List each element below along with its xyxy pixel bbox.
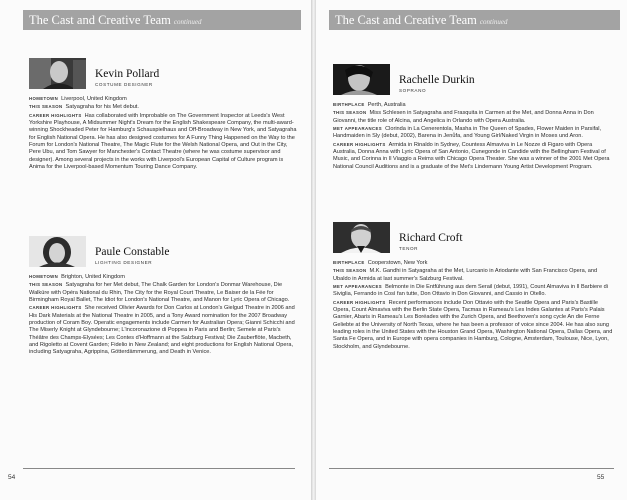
field-text: Satyagraha for her Met debut, The Chalk Garden for London's Donmar Warehouse, Die Walküre with Opéra National du Rhin, The City for the Royal Court Theatre, Le Baiser de la Fée for Birmingham Royal Ballet, The Idiot for London's National Theatre, and Manon for Lyric Opera of Chicago. [29,282,290,304]
bio-field [333,101,615,109]
headshot-richard-croft [333,222,390,253]
headshot-rachelle-durkin [333,64,390,95]
field-label: THIS SEASON [29,282,63,288]
bio-field [333,299,615,351]
bio-field [333,141,615,171]
bio-text [333,259,615,351]
banner-continued: continued [173,18,202,26]
bio-field [29,103,299,111]
bio-text [29,95,299,171]
field-text: M.K. Gandhi in Satyagraha at the Met, Lurcanio in Ariodante with San Francisco Opera, and Ubaldo in Armida at last summer's Salzburg Festival. [333,268,598,282]
page-banner [329,10,620,30]
bio-field [29,112,299,172]
field-text: Miss Schlesen in Satyagraha and Frasquita in Carmen at the Met, and Donna Anna in Don Giovanni, the title role of Alcina, and Angelica in Orlando with Opera Australia. [333,110,594,124]
banner-continued: continued [479,18,508,26]
field-label: HOMETOWN [29,274,59,279]
footer-rule [23,468,295,469]
name-block [95,246,169,265]
page-banner [23,10,301,30]
field-label: CAREER HIGHLIGHTS [333,299,386,305]
bio-text [333,101,615,171]
bio-field [333,259,615,267]
right-page [316,0,627,500]
field-label: MET APPEARANCES [333,284,383,290]
banner-title: The Cast and Creative Team [29,13,171,27]
person-name: Kevin Pollard [95,68,160,80]
headshot-kevin-pollard [29,58,86,89]
bio-field [29,281,299,304]
field-label: BIRTHPLACE [333,260,365,265]
bio-field [333,109,615,125]
person-role: SOPRANO [399,88,427,93]
field-label: MET APPEARANCES [333,126,383,132]
person-name: Richard Croft [399,232,463,244]
field-label: CAREER HIGHLIGHTS [333,141,386,147]
banner-title: The Cast and Creative Team [335,13,477,27]
field-label: THIS SEASON [29,104,63,110]
bio-field [29,95,299,103]
page-number: 54 [8,474,16,481]
bio-field [29,304,299,356]
bio-field [333,283,615,299]
footer-rule [329,468,614,469]
headshot-paule-constable [29,236,86,267]
field-text: Clorinda in La Cenerentola, Masha in The Queen of Spades, Flower Maiden in Parsifal, Handmaiden in Sly (debut, 2002), Barena in Jenůfa, and Young Girl/Naked Virgin in Moses und Aron. [333,126,602,140]
field-text: She received Olivier Awards for Don Carlos at London's Gielgud Theatre in 2006 and His Dark Materials at the National Theatre in 2005, and a Tony Award nomination for the 2007 Broadway production of Coram Boy. Operatic engagements include Carmen for Australian Opera; Gianni Schicchi and The Miserly Knight at Glyndebourne; L'incoronazione di Poppea in Paris and Berlin; Semele at Paris's Théâtre des Champs-Elysées; Les Contes d'Hoffmann at the Salzburg Festival; Die Zauberflöte, Macbeth, and Rigoletto at Covent Garden; Fidelio in New Zealand; and eight productions for English National Opera, including Satyagraha, Agrippina, Götterdämmerung, and Death in Venice. [29,305,295,356]
field-label: THIS SEASON [333,110,367,116]
field-text: Brighton, United Kingdom [61,274,125,280]
left-page [0,0,311,500]
field-label: THIS SEASON [333,268,367,274]
bio-field [333,125,615,141]
field-label: BIRTHPLACE [333,102,365,107]
person-name: Rachelle Durkin [399,74,475,86]
person-name: Paule Constable [95,246,170,258]
bio-text [29,273,299,357]
name-block [399,74,475,93]
field-label: CAREER HIGHLIGHTS [29,112,82,118]
bio-field [29,273,299,281]
person-role: LIGHTING DESIGNER [95,260,153,265]
field-label: HOMETOWN [29,96,59,101]
field-label: CAREER HIGHLIGHTS [29,305,82,311]
person-role: TENOR [399,246,419,251]
name-block [95,68,159,87]
name-block [399,232,463,251]
field-text: Belmonte in Die Entführung aus dem Serail (debut, 1991), Count Almaviva in Il Barbiere di Siviglia, Ferrando in Così fan tutte, Don Ottavio in Don Giovanni, and Cassio in Otello. [333,284,609,298]
field-text: Satyagraha for his Met debut. [65,104,139,111]
field-text: Recent performances include Don Ottavio with the Seattle Opera and Paris's Bastille Opera, Count Almaviva with the Berlin State Opera, Tacmas in Rameau's Les Indes Galantes at Paris's Palais Garnier, Abaris in Rameau's Les Boréades with the Zurich Opera, and Beethoven's song cycle An die Ferne Geliebte at the University of North Texas, where he has been a professor of voice since 2004. He has also sung leading roles in the United States with the Houston Grand Opera, Washington National Opera, Dallas Opera, and Santa Fe Opera, and in Europe with opera companies in Hamburg, Cologne, Amsterdam, Toulouse, Nice, Lyon, Stockholm, and Glyndebourne. [333,299,613,350]
field-text: Armida in Rinaldo in Sydney, Countess Almaviva in Le Nozze di Figaro with Opera Australia, Donna Anna with Lyric Opera of San Antonio, Cunegonde in Candide with the Bellingham Festival of Music, and Corinna in Il Viaggio a Reims with Chicago Opera Theater. She was a winner of the 2001 Met Opera National Council Auditions and is a graduate of the Met's Lindemann Young Artist Development Program. [333,141,610,170]
field-text: Cooperstown, New York [367,260,428,266]
bio-field [333,267,615,283]
page-number: 55 [597,474,605,481]
field-text: Perth, Australia [367,102,406,108]
field-text: Liverpool, United Kingdom [61,96,127,102]
person-role: COSTUME DESIGNER [95,82,153,87]
field-text: Has collaborated with Improbable on The Government Inspector at Leeds's West Yorkshire Playhouse, A Midsummer Night's Dream for the English Shakespeare Company, the multi-award-winning Shockheaded Peter for Hamburg's Schauspielhaus and Off-Broadway in New York, and Satyagraha for English National Opera. He has also designed costumes for A Funny Thing Happened on the Way to the Forum for London's National Theatre, The Magic Flute for the Welsh National Opera, and Out in the City, Pere Ubu, and Tom Sawyer for Manchester's Contact Theatre (where he was costume supervisor and designer). Among several projects in the works with Liverpool's European Capital of Culture program is Anima for the Liverpool-based Momentum Touring Dance Company. [29,112,297,171]
